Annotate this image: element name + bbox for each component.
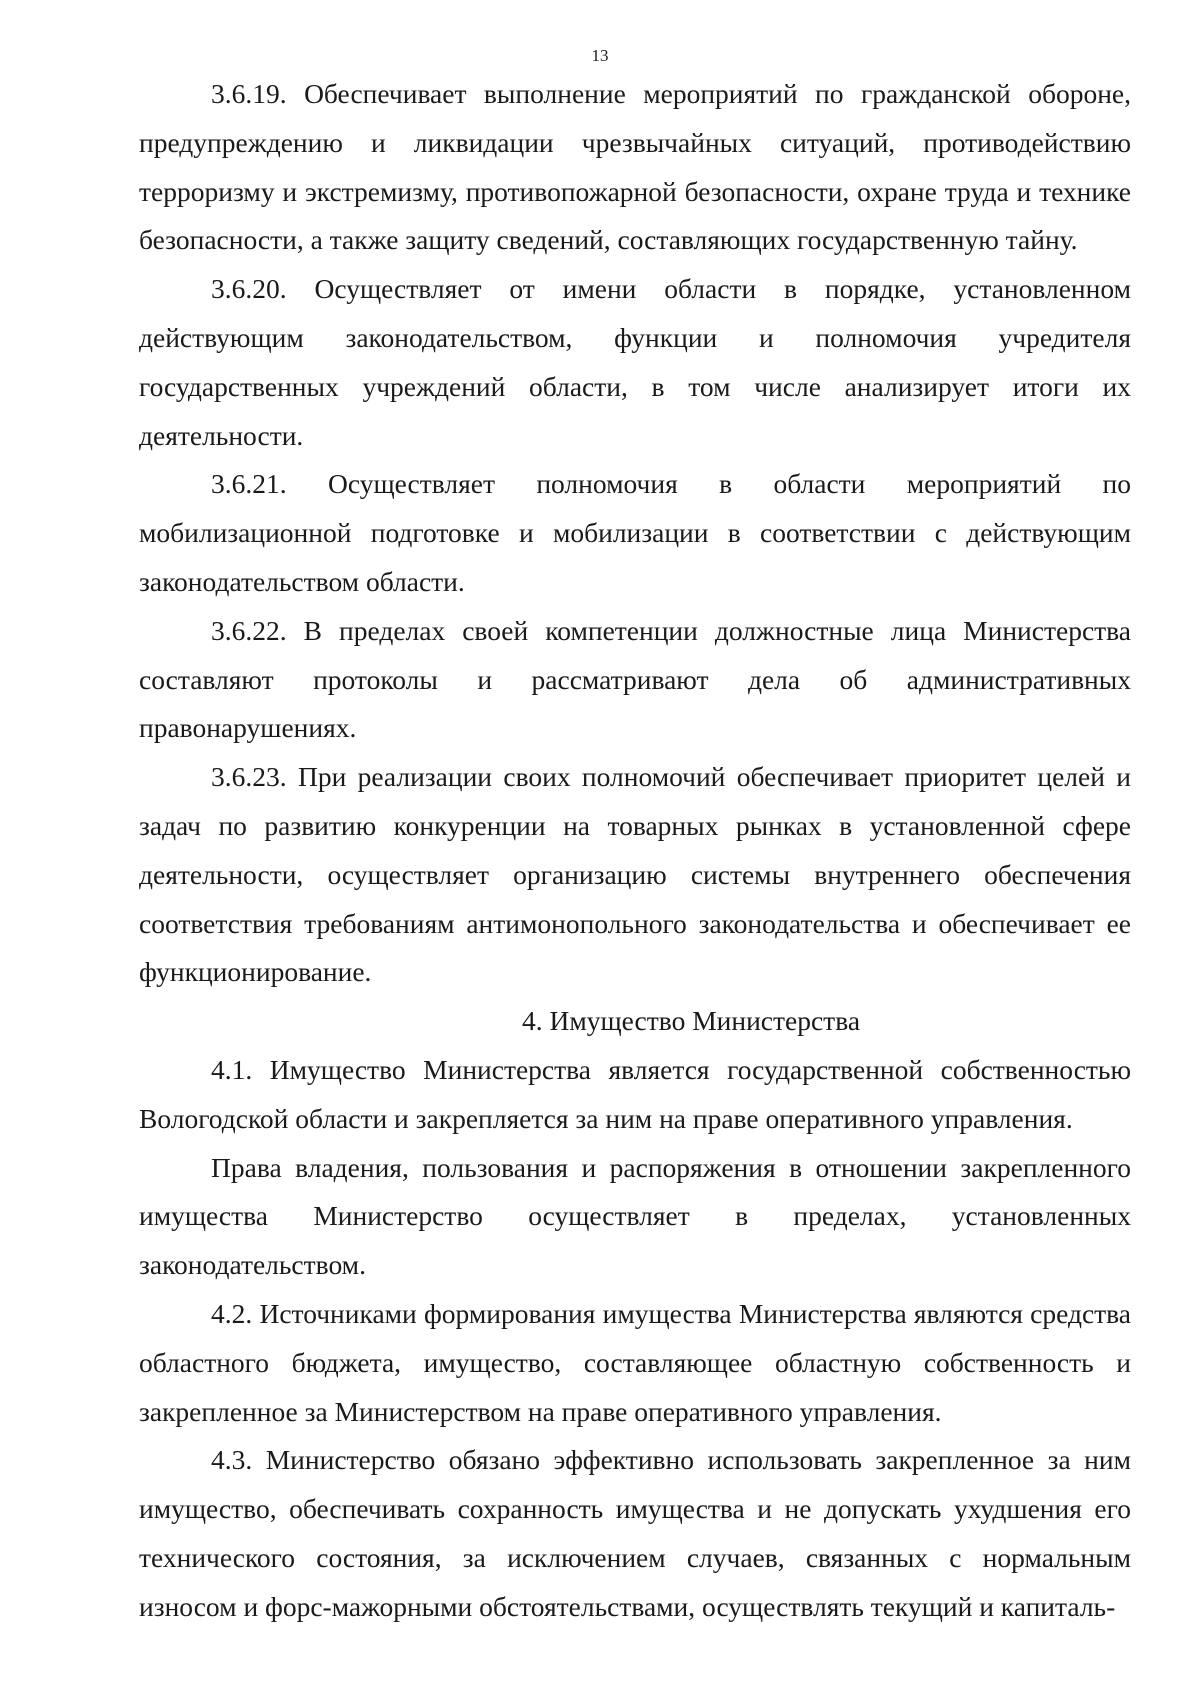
document-body bbox=[139, 70, 1131, 1632]
paragraph-4-3: 4.3. Министерство обязано эффективно использовать закрепленное за ним имущество, обеспечивать сохранность имущества и не допускать ухудшения его технического состояния, за исключением случаев, связанных с нормальным износом и форс-мажорными обстоятельствами, осуществлять текущий и капиталь- bbox=[139, 1444, 1131, 1622]
paragraph-4-1: 4.1. Имущество Министерства является государственной собственностью Вологодской области и закрепляется за ним на праве оперативного управления. bbox=[139, 1053, 1131, 1134]
page-number: 13 bbox=[591, 46, 609, 65]
paragraph-3-6-23: 3.6.23. При реализации своих полномочий обеспечивает приоритет целей и задач по развитию конкуренции на товарных рынках в установленной сфере деятельности, осуществляет организацию системы внутреннего обеспечения соответствия требованиям антимонопольного законодательства и обеспечивает ее функционирование. bbox=[139, 761, 1131, 988]
paragraph-3-6-20: 3.6.20. Осуществляет от имени области в порядке, установленном действующим законодательством, функции и полномочия учредителя государственных учреждений области, в том числе анализирует итоги их деятельности. bbox=[139, 273, 1131, 451]
paragraph-4-2: 4.2. Источниками формирования имущества Министерства являются средства областного бюджета, имущество, составляющее областную собственность и закрепленное за Министерством на праве оперативного управления. bbox=[139, 1297, 1131, 1427]
paragraph-3-6-22: 3.6.22. В пределах своей компетенции должностные лица Министерства составляют протоколы и рассматривают дела об административных правонарушениях. bbox=[139, 614, 1131, 744]
paragraph-3-6-21: 3.6.21. Осуществляет полномочия в области мероприятий по мобилизационной подготовке и мобилизации в соответствии с действующим законодательством области. bbox=[139, 468, 1131, 597]
section-heading: 4. Имущество Министерства bbox=[521, 1005, 861, 1037]
paragraph-3-6-19: 3.6.19. Обеспечивает выполнение мероприятий по гражданской обороне, предупреждению и ликвидации чрезвычайных ситуаций, противодействию терроризму и экстремизму, противопожарной безопасности, охране труда и технике безопасности, а также защиту сведений, составляющих государственную тайну. bbox=[139, 78, 1131, 256]
paragraph-property-rights: Права владения, пользования и распоряжения в отношении закрепленного имущества Министерство осуществляет в пределах, установленных законодательством. bbox=[139, 1151, 1131, 1281]
